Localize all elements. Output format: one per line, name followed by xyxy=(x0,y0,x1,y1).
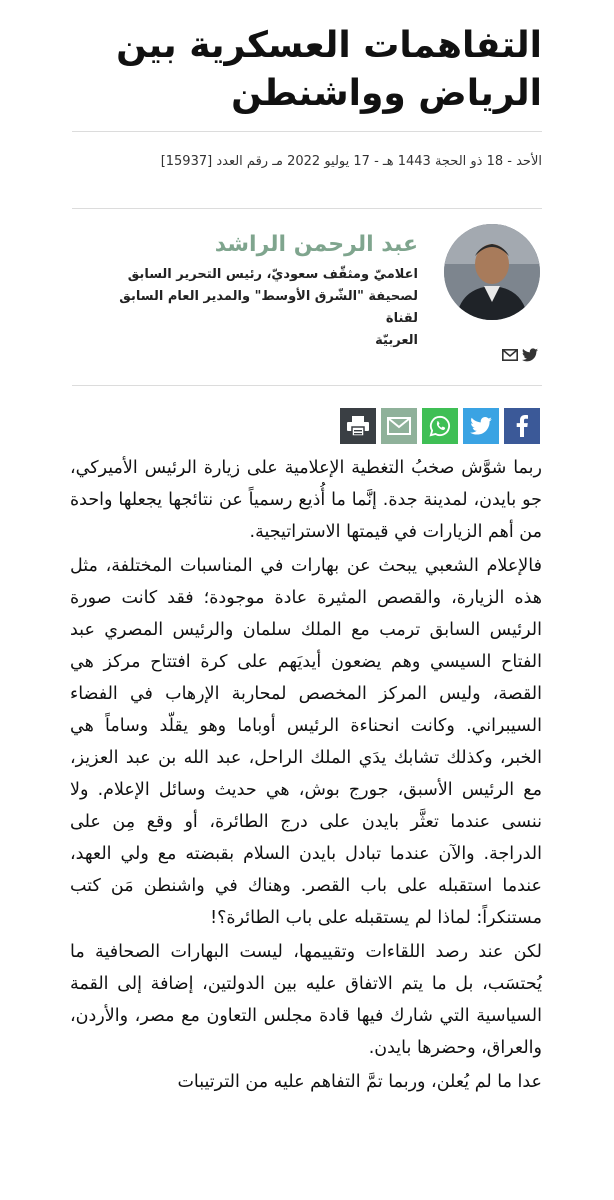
whatsapp-icon xyxy=(429,415,451,437)
paragraph-2: فالإعلام الشعبي يبحث عن بهارات في المناسبات المختلفة، مثل هذه الزيارة، والقصص المثيرة عادة موجودة؛ فقد كانت صورة الرئيس السابق ترمب مع الملك سلمان والرئيس المصري عبد الفتاح السيسي وهم يضعون أيديَهم على كرة افتتاح مركز هي القصة، وليس المركز المخصص لمحاربة الإرهاب في الفضاء السيبراني. وكانت انحناءة الرئيس أوباما وهو يقلّد وساماً هي الخبر، وكذلك تشابك يدَي الملك الراحل، عبد الله بن عبد العزيز، مع الرئيس الأسبق، جورج بوش، هي حديث وسائل الإعلام. ولا ننسى عندما تعثَّر بايدن على درج الطائرة، أو وقع مِن على الدراجة. والآن عندما تبادل بايدن السلام بقبضته مع ولي العهد، عندما استقبله على باب القصر. وهناك في واشنطن مَن كتب مستنكراً: لماذا لم يستقبله على باب الطائرة؟! xyxy=(70,556,542,928)
article-body xyxy=(70,452,542,1100)
author-bio-line-2: لصحيفة "الشّرق الأوسط" والمدير العام السابق لقناة xyxy=(119,289,418,326)
date-divider xyxy=(72,208,542,209)
title-divider xyxy=(72,131,542,132)
publish-date: الأحد - 18 ذو الحجة 1443 هـ - 17 يوليو 2022 مـ رقم العدد [15937] xyxy=(160,154,542,169)
paragraph-3: لكن عند رصد اللقاءات وتقييمها، ليست البهارات الصحافية ما يُحتسَب، بل ما يتم الاتفاق عليه بين الدولتين، إضافة إلى القمة السياسية التي شارك فيها قادة مجلس التعاون مع مصر، والأردن، والعراق، وحضرها بايدن. xyxy=(70,942,542,1058)
title-line-1: التفاهمات العسكرية بين xyxy=(116,25,542,66)
twitter-icon[interactable] xyxy=(522,348,538,362)
facebook-share-button[interactable] xyxy=(504,408,540,444)
author-divider xyxy=(72,385,542,386)
author-bio-line-3: العربيّة xyxy=(375,333,418,348)
author-bio xyxy=(98,264,418,352)
author-portrait-icon xyxy=(444,224,540,320)
author-name[interactable]: عبد الرحمن الراشد xyxy=(214,232,418,257)
author-social-links xyxy=(502,348,542,364)
author-avatar[interactable] xyxy=(444,224,540,320)
article-title xyxy=(62,22,542,118)
whatsapp-share-button[interactable] xyxy=(422,408,458,444)
mail-icon[interactable] xyxy=(502,348,518,362)
twitter-share-button[interactable] xyxy=(463,408,499,444)
share-toolbar xyxy=(340,408,542,444)
twitter-icon xyxy=(470,417,492,435)
print-icon xyxy=(347,416,369,436)
mail-icon xyxy=(387,417,411,435)
facebook-icon xyxy=(516,415,528,437)
author-bio-line-1: اعلاميّ ومثقّف سعوديّ، رئيس التحرير السابق xyxy=(127,267,418,282)
title-line-2: الرياض وواشنطن xyxy=(231,73,542,114)
email-share-button[interactable] xyxy=(381,408,417,444)
paragraph-4: عدا ما لم يُعلن، وربما تمَّ التفاهم عليه من الترتيبات xyxy=(177,1072,542,1092)
print-button[interactable] xyxy=(340,408,376,444)
paragraph-1: ربما شوَّش صخبُ التغطية الإعلامية على زيارة الرئيس الأميركي، جو بايدن، لمدينة جدة. إنَّما ما أُذيع رسمياً عن نتائجها يجعلها واحدة من أهم الزيارات في قيمتها الاستراتيجية. xyxy=(70,458,542,542)
